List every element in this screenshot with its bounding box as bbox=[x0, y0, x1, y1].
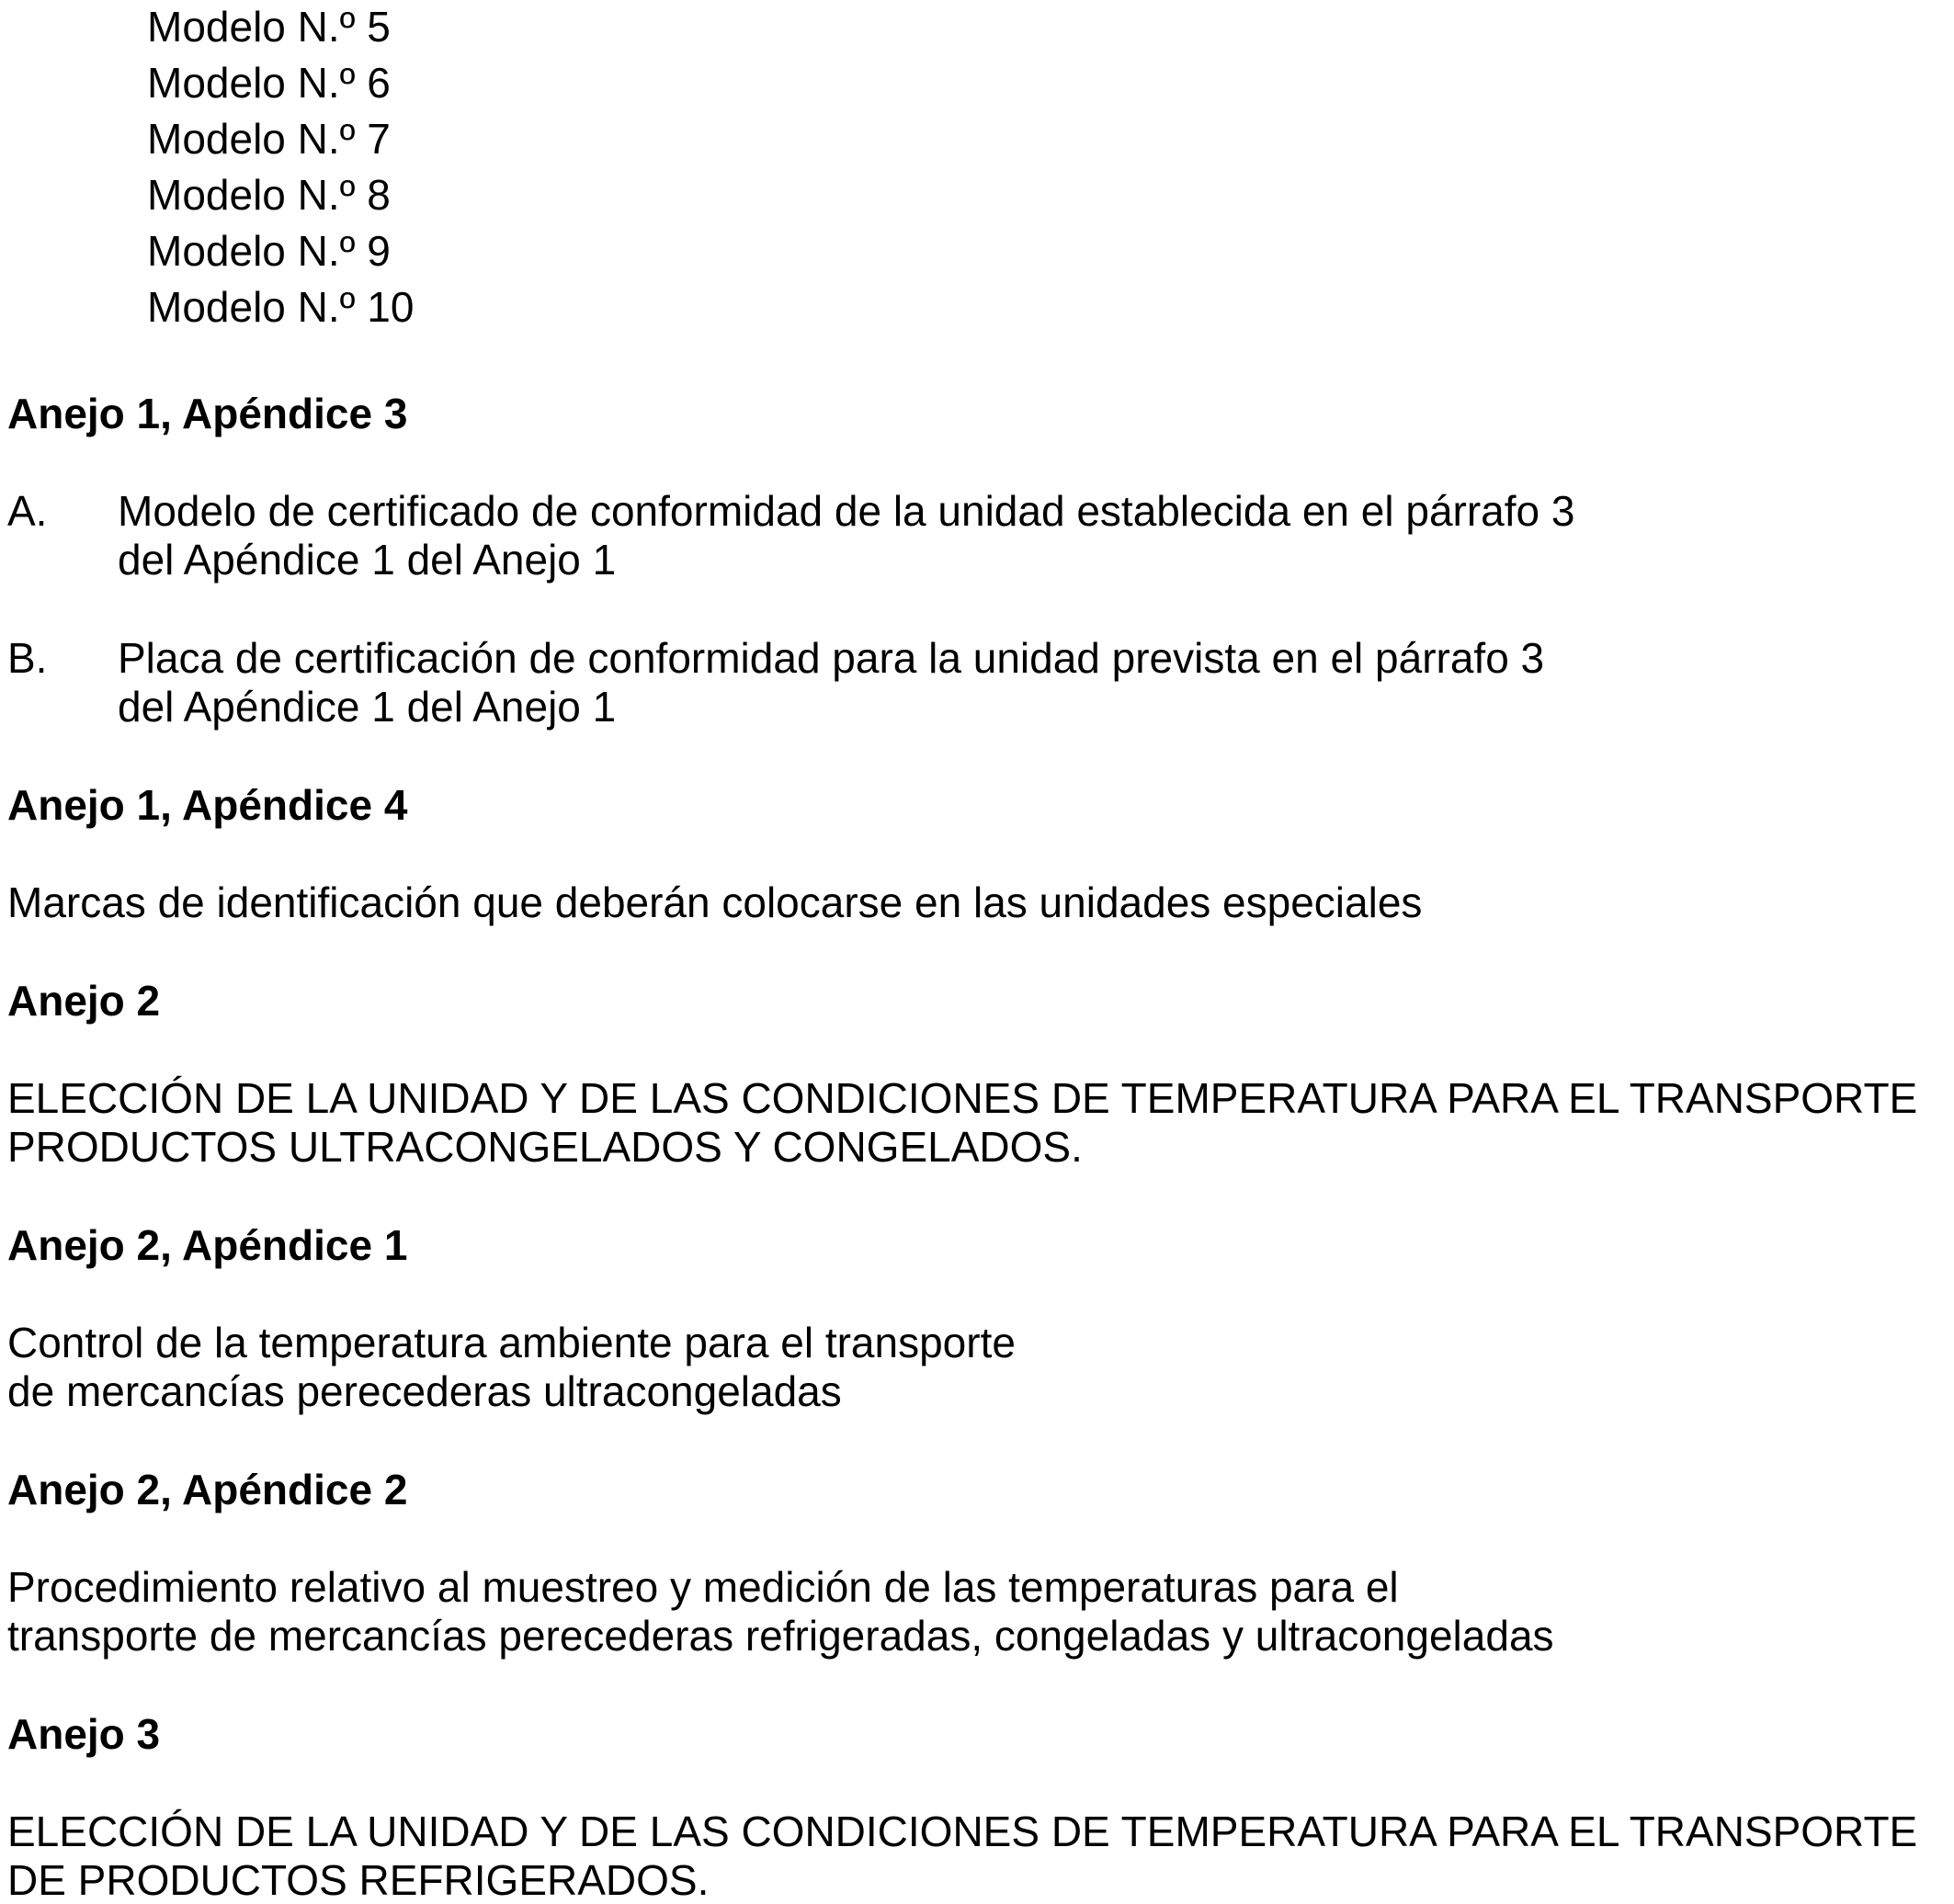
list-item-text: del Apéndice 1 del Anejo 1 bbox=[118, 683, 617, 731]
paragraph-text: Marcas de identificación que deberán colocarse en las unidades especiales bbox=[7, 878, 1423, 926]
section-heading: Anejo 2 bbox=[7, 977, 161, 1025]
section-heading: Anejo 1, Apéndice 4 bbox=[7, 781, 408, 829]
model-item: Modelo N.º 8 bbox=[147, 171, 391, 219]
model-item: Modelo N.º 9 bbox=[147, 227, 391, 275]
section-heading: Anejo 2, Apéndice 1 bbox=[7, 1221, 408, 1269]
paragraph-text: DE PRODUCTOS REFRIGERADOS. bbox=[7, 1856, 710, 1904]
section-heading: Anejo 3 bbox=[7, 1710, 161, 1758]
model-item: Modelo N.º 5 bbox=[147, 3, 391, 51]
list-marker: A. bbox=[7, 487, 48, 535]
list-item-text: Placa de certificación de conformidad para la unidad prevista en el párrafo 3 bbox=[118, 634, 1545, 682]
list-item-text: del Apéndice 1 del Anejo 1 bbox=[118, 536, 617, 584]
paragraph-text: de mercancías perecederas ultracongeladas bbox=[7, 1367, 842, 1415]
paragraph-text: transporte de mercancías perecederas refrigeradas, congeladas y ultracongeladas bbox=[7, 1612, 1554, 1660]
paragraph-text: PRODUCTOS ULTRACONGELADOS Y CONGELADOS. bbox=[7, 1123, 1083, 1171]
model-item: Modelo N.º 6 bbox=[147, 59, 391, 107]
model-item: Modelo N.º 10 bbox=[147, 283, 415, 331]
section-heading: Anejo 2, Apéndice 2 bbox=[7, 1466, 408, 1513]
list-marker: B. bbox=[7, 634, 48, 682]
paragraph-text: Control de la temperatura ambiente para el transporte bbox=[7, 1319, 1016, 1366]
list-item-text: Modelo de certificado de conformidad de la unidad establecida en el párrafo 3 bbox=[118, 487, 1575, 535]
paragraph-text: ELECCIÓN DE LA UNIDAD Y DE LAS CONDICIONES DE TEMPERATURA PARA EL TRANSPORTE bbox=[7, 1074, 1918, 1122]
model-item: Modelo N.º 7 bbox=[147, 115, 391, 163]
paragraph-text: Procedimiento relativo al muestreo y medición de las temperaturas para el bbox=[7, 1563, 1399, 1611]
paragraph-text: ELECCIÓN DE LA UNIDAD Y DE LAS CONDICIONES DE TEMPERATURA PARA EL TRANSPORTE bbox=[7, 1808, 1918, 1855]
section-heading: Anejo 1, Apéndice 3 bbox=[7, 390, 408, 437]
